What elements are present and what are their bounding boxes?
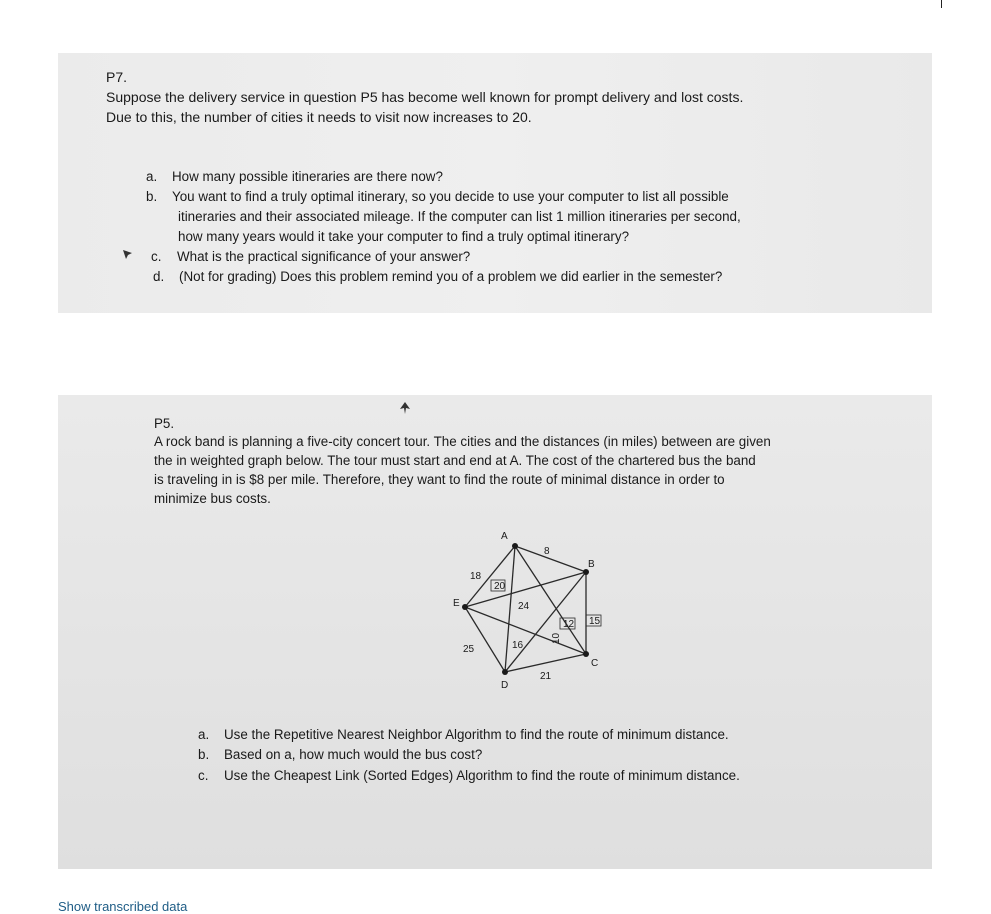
p5-line-2: the in weighted graph below. The tour must start and end at A. The cost of the chartered bus the band [154,453,756,468]
edge-weight-b-e: 24 [518,601,530,612]
edge-e-d [465,607,505,672]
vertex-label-a: A [501,531,508,542]
vertex-a-dot [512,543,518,549]
weighted-graph [443,527,613,692]
p7-item-c [151,247,470,266]
p5-item-c [198,766,740,785]
p7-item-b-letter: b. [146,189,158,204]
p7-item-b [146,187,729,206]
p5-item-a-text: Use the Repetitive Nearest Neighbor Algorithm to find the route of minimum distance. [224,727,729,742]
p7-item-b-text-3: how many years would it take your computer to find a truly optimal itinerary? [178,229,630,244]
problem-p7-image [58,53,932,313]
edge-weight-e-d: 25 [463,644,475,655]
p7-item-b-text-1: You want to find a truly optimal itinerary, so you decide to use your computer to list all possible [172,189,729,204]
p5-item-b-text: Based on a, how much would the bus cost? [224,747,483,762]
mouse-pointer-icon [122,249,133,260]
edge-a-d [505,546,515,672]
p5-line-4: minimize bus costs. [154,491,271,506]
p7-item-b-text-2: itineraries and their associated mileage. If the computer can list 1 million itineraries per second, [178,209,741,224]
vertex-label-d: D [501,680,509,691]
p5-item-b [198,745,482,764]
p7-item-a-text: How many possible itineraries are there now? [172,169,443,184]
p7-item-a-letter: a. [146,169,158,184]
edge-weight-b-c: 15 [589,616,601,627]
p7-intro-line-1: Suppose the delivery service in question P5 has become well known for prompt delivery and lost costs. [106,89,744,105]
text-cursor [941,0,942,8]
show-transcribed-data-link[interactable]: Show transcribed data [58,899,188,914]
vertex-label-c: C [591,658,599,669]
edge-weight-a-d: 20 [494,581,506,592]
mouse-pointer-icon [399,401,411,415]
p7-intro-line-2: Due to this, the number of cities it needs to visit now increases to 20. [106,109,532,125]
edge-a-b [515,546,586,572]
p7-item-c-letter: c. [151,249,162,264]
edge-weight-d-c: 21 [540,671,552,682]
edge-weight-a-b: 8 [544,546,550,557]
p5-heading: P5. [154,416,175,431]
edge-weight-a-e: 18 [470,571,482,582]
vertex-e-dot [462,604,468,610]
vertex-c-dot [583,651,589,657]
p5-line-3: is traveling in is $8 per mile. Therefore, they want to find the route of minimal distance in order to [154,472,725,487]
p5-item-c-text: Use the Cheapest Link (Sorted Edges) Algorithm to find the route of minimum distance. [224,768,740,783]
problem-p5-image [58,395,932,869]
p5-line-1: A rock band is planning a five-city concert tour. The cities and the distances (in miles) between are given [154,434,771,449]
vertex-label-e: E [453,598,460,609]
p7-item-d-letter: d. [153,269,165,284]
edge-weight-b-d: 12 [563,619,575,630]
p7-heading: P7. [106,69,128,85]
p7-item-a [146,167,443,186]
p7-item-d [153,267,722,286]
p5-item-c-letter: c. [198,768,209,783]
p7-item-d-text: (Not for grading) Does this problem remind you of a problem we did earlier in the semester? [179,269,723,284]
p5-item-a-letter: a. [198,727,210,742]
edge-weight-e-c: 16 [512,640,524,651]
edge-weight-a-c: 10 [551,632,562,644]
vertex-label-b: B [588,559,595,570]
vertex-d-dot [502,669,508,675]
p5-item-a [198,725,729,744]
p5-item-b-letter: b. [198,747,210,762]
p7-item-c-text: What is the practical significance of your answer? [177,249,471,264]
